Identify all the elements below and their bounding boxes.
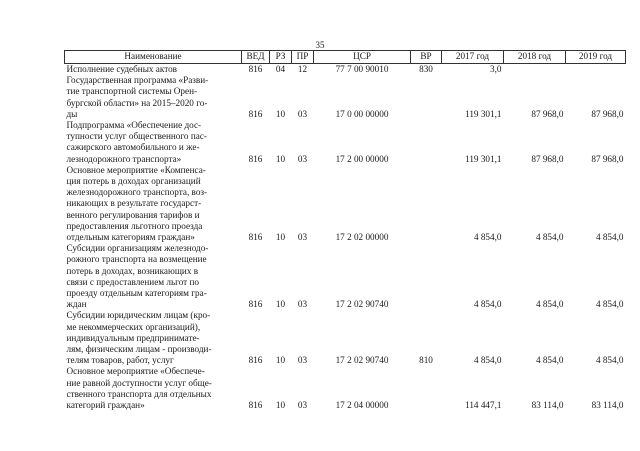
cell-vr: 830 bbox=[419, 64, 433, 74]
cell-vr bbox=[411, 75, 442, 120]
cell-name bbox=[65, 75, 242, 120]
table-row bbox=[65, 243, 626, 310]
header-name: Наименование bbox=[65, 51, 242, 64]
cell-name bbox=[65, 120, 242, 165]
header-2019: 2019 год bbox=[566, 51, 626, 64]
cell-vr bbox=[411, 165, 442, 243]
table-row bbox=[65, 310, 626, 366]
name-line: проезду отдельным категориям гра- bbox=[66, 288, 207, 299]
cell-rz: 10 bbox=[275, 232, 286, 243]
header-vr: ВР bbox=[411, 51, 442, 64]
cell-ved: 816 bbox=[248, 400, 263, 411]
table-row bbox=[65, 75, 626, 120]
header-pr: ПР bbox=[292, 51, 314, 64]
name-line: Субсидии организациям железнодо- bbox=[66, 243, 209, 254]
cell-csr: 17 2 02 00000 bbox=[335, 232, 389, 243]
cell-ved: 816 bbox=[248, 355, 263, 366]
cell-rz: 04 bbox=[275, 64, 286, 74]
table-body bbox=[65, 64, 626, 412]
cell-2019: 87 968,0 bbox=[591, 108, 624, 119]
cell-2018: 4 854,0 bbox=[535, 355, 564, 366]
cell-2017: 3,0 bbox=[490, 64, 502, 74]
cell-csr: 17 2 02 90740 bbox=[335, 355, 389, 366]
cell-pr: 03 bbox=[297, 299, 308, 310]
name-line: тие транспортной системы Орен- bbox=[66, 86, 198, 97]
cell-2019 bbox=[566, 64, 626, 76]
cell-csr: 17 2 00 00000 bbox=[335, 153, 389, 164]
name-line: никающих в результате государст- bbox=[66, 198, 202, 209]
name-line: Исполнение судебных актов bbox=[66, 64, 178, 74]
cell-2018: 87 968,0 bbox=[531, 108, 564, 119]
cell-2017: 119 301,1 bbox=[465, 153, 502, 164]
cell-ved: 816 bbox=[248, 64, 263, 74]
cell-csr: 17 0 00 00000 bbox=[335, 108, 389, 119]
cell-pr: 03 bbox=[297, 108, 308, 119]
name-line: венного регулирования тарифов и bbox=[66, 209, 200, 220]
cell-2017: 4 854,0 bbox=[473, 299, 502, 310]
name-line: бургской области» на 2015–2020 го- bbox=[66, 97, 208, 108]
cell-2018: 87 968,0 bbox=[531, 153, 564, 164]
cell-2018 bbox=[504, 64, 566, 76]
cell-2019: 4 854,0 bbox=[595, 232, 624, 243]
cell-2018: 4 854,0 bbox=[535, 299, 564, 310]
cell-pr: 03 bbox=[297, 232, 308, 243]
name-line: предоставления льготного проезда bbox=[66, 220, 203, 231]
name-line: Основное мероприятие «Обеспече- bbox=[66, 366, 205, 377]
name-line: ждан bbox=[66, 299, 87, 310]
cell-2019: 87 968,0 bbox=[591, 153, 624, 164]
name-line: категорий граждан» bbox=[66, 400, 145, 411]
cell-2019: 4 854,0 bbox=[595, 355, 624, 366]
name-line: рожного транспорта на возмещение bbox=[66, 254, 207, 265]
cell-vr bbox=[411, 120, 442, 165]
cell-name bbox=[65, 64, 242, 76]
table-row bbox=[65, 120, 626, 165]
name-line: Государственная программа «Разви- bbox=[66, 75, 209, 86]
name-line: тупности услуг общественного пас- bbox=[66, 131, 207, 142]
cell-2019: 4 854,0 bbox=[595, 299, 624, 310]
header-2017: 2017 год bbox=[442, 51, 504, 64]
cell-name bbox=[65, 366, 242, 411]
cell-2017: 4 854,0 bbox=[473, 232, 502, 243]
cell-rz: 10 bbox=[275, 299, 286, 310]
cell-ved: 816 bbox=[248, 299, 263, 310]
name-line: ция потерь в доходах организаций bbox=[66, 176, 201, 187]
cell-2017: 4 854,0 bbox=[473, 355, 502, 366]
cell-pr: 03 bbox=[297, 153, 308, 164]
cell-vr: 810 bbox=[419, 355, 433, 366]
cell-2017: 114 447,1 bbox=[465, 400, 502, 411]
name-line: отдельным категориям граждан» bbox=[66, 232, 195, 243]
header-rz: РЗ bbox=[270, 51, 292, 64]
name-line: ды bbox=[66, 108, 78, 119]
cell-rz: 10 bbox=[275, 108, 286, 119]
name-line: сажирского автомобильного и же- bbox=[66, 142, 200, 153]
cell-csr: 17 2 02 90740 bbox=[335, 299, 389, 310]
cell-pr: 03 bbox=[297, 355, 308, 366]
name-line: ственного транспорта для отдельных bbox=[66, 388, 212, 399]
cell-pr: 12 bbox=[297, 64, 308, 74]
header-2018: 2018 год bbox=[504, 51, 566, 64]
cell-name bbox=[65, 310, 242, 366]
cell-2018: 4 854,0 bbox=[535, 232, 564, 243]
cell-vr bbox=[411, 243, 442, 310]
cell-rz: 10 bbox=[275, 400, 286, 411]
page-number: 35 bbox=[315, 40, 325, 50]
name-line: лям, физическим лицам - производи- bbox=[66, 344, 212, 355]
cell-ved: 816 bbox=[248, 153, 263, 164]
name-line: лезнодорожного транспорта» bbox=[66, 153, 182, 164]
name-line: телям товаров, работ, услуг bbox=[66, 355, 174, 366]
cell-ved: 816 bbox=[248, 108, 263, 119]
header-csr: ЦСР bbox=[314, 51, 411, 64]
cell-2017: 119 301,1 bbox=[465, 108, 502, 119]
cell-name bbox=[65, 243, 242, 310]
cell-vr bbox=[411, 366, 442, 411]
cell-2019: 83 114,0 bbox=[591, 400, 624, 411]
table-header-row bbox=[65, 51, 626, 64]
name-line: потерь в доходах, возникающих в bbox=[66, 265, 199, 276]
name-line: ме некоммерческих организаций), bbox=[66, 321, 201, 332]
table-row bbox=[65, 165, 626, 243]
cell-ved: 816 bbox=[248, 232, 263, 243]
cell-csr: 17 2 04 00000 bbox=[335, 400, 389, 411]
cell-rz: 10 bbox=[275, 153, 286, 164]
header-ved: ВЕД bbox=[242, 51, 270, 64]
name-line: Основное мероприятие «Компенса- bbox=[66, 164, 206, 175]
cell-2018: 83 114,0 bbox=[531, 400, 564, 411]
name-line: Субсидии юридическим лицам (кро- bbox=[66, 310, 211, 321]
name-line: ние равной доступности услуг обще- bbox=[66, 377, 212, 388]
cell-name bbox=[65, 165, 242, 243]
cell-pr: 03 bbox=[297, 400, 308, 411]
cell-rz: 10 bbox=[275, 355, 286, 366]
cell-csr: 77 7 00 90010 bbox=[335, 64, 389, 74]
name-line: связи с предоставлением льгот по bbox=[66, 276, 199, 287]
name-line: железнодорожного транспорта, воз- bbox=[66, 187, 208, 198]
table-row bbox=[65, 64, 626, 76]
table-row bbox=[65, 366, 626, 411]
budget-table bbox=[64, 50, 626, 411]
name-line: Подпрограмма «Обеспечение дос- bbox=[66, 120, 202, 131]
name-line: индивидуальным предпринимате- bbox=[66, 332, 200, 343]
